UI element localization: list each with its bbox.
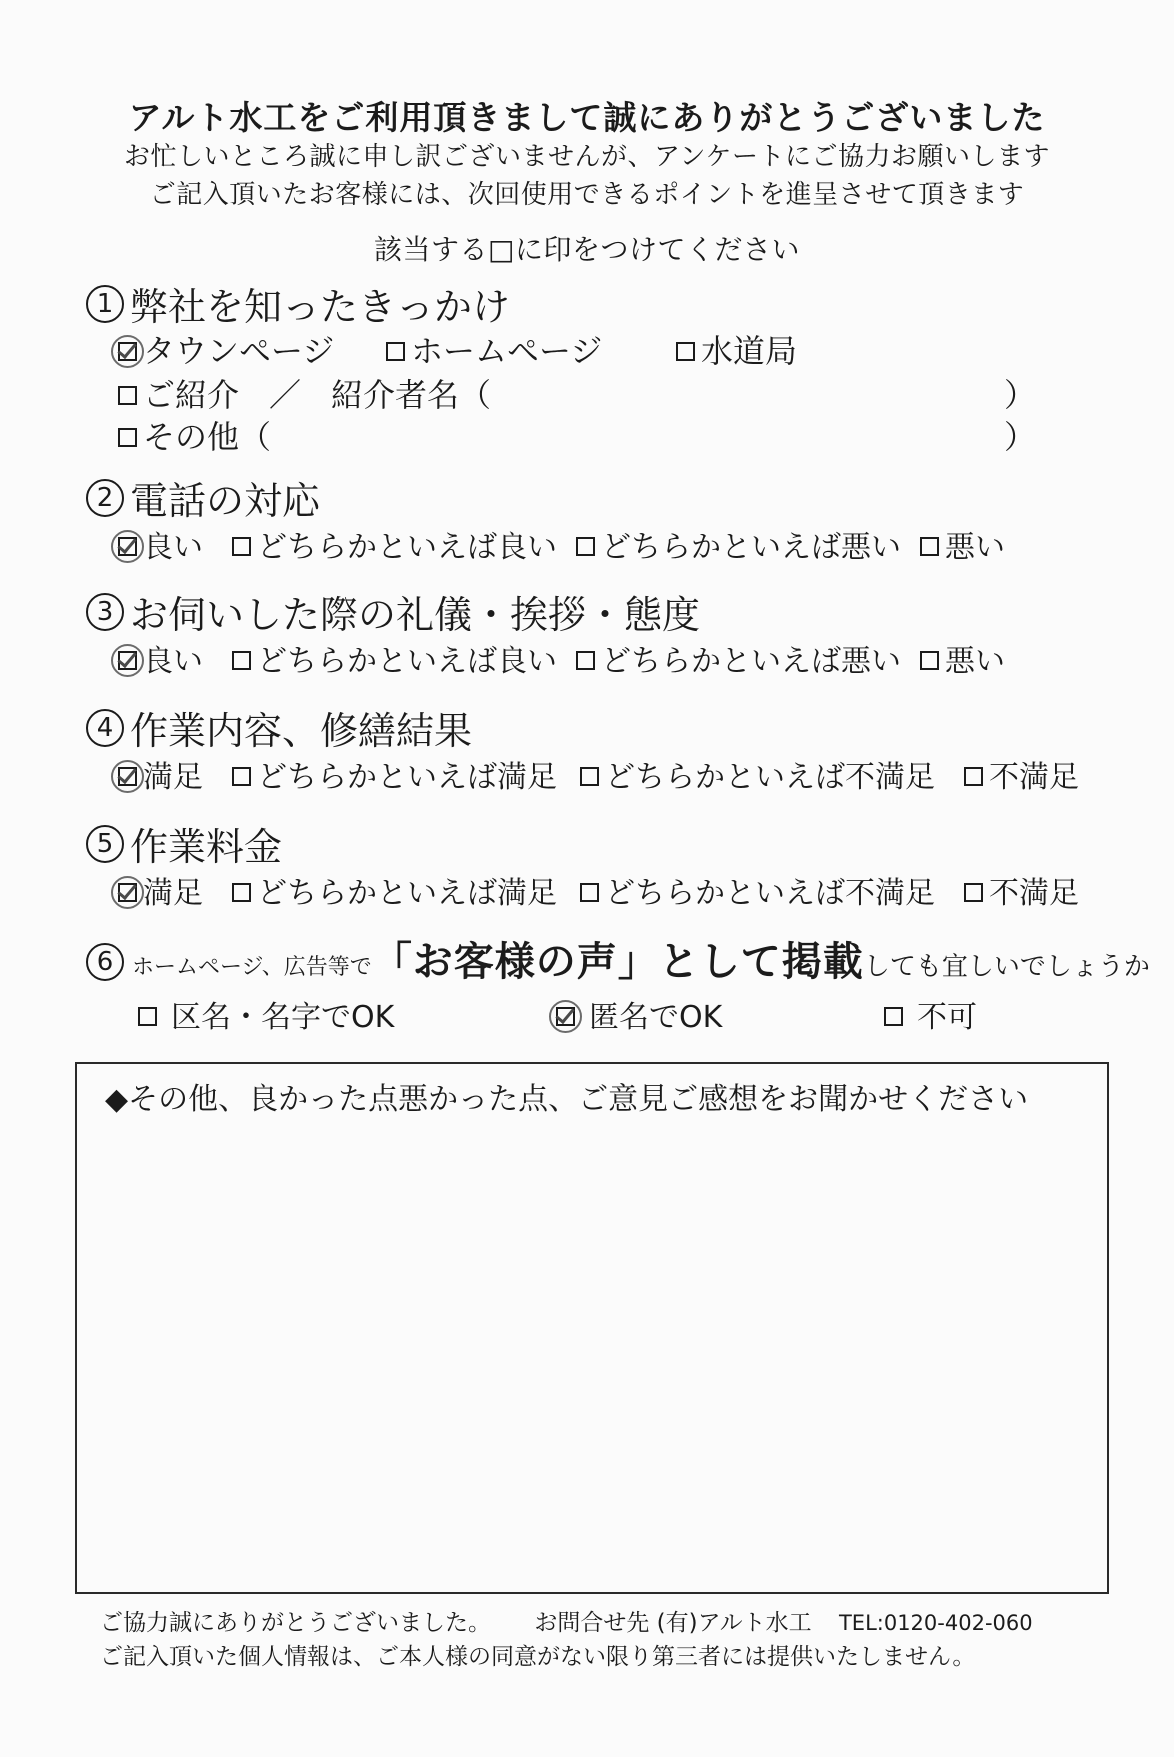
q1-option-waterworks[interactable] (676, 326, 797, 372)
q2-title (86, 470, 320, 525)
q1-other-label: その他（ (143, 418, 272, 456)
q4-checkbox[interactable] (118, 767, 137, 786)
q1-referrer-label: 紹介者名（ (331, 376, 492, 414)
q5-title (86, 816, 282, 871)
q2-option-label: 悪い (945, 530, 1005, 565)
q2-option-label: 良い (143, 530, 203, 565)
comments-label: ◆その他、良かった点悪かった点、ご意見ご感想をお聞かせください (105, 1082, 1029, 1117)
q5-title-text: 作業料金 (130, 825, 283, 869)
footer-contact-line (100, 1604, 1033, 1637)
q4-title-text: 作業内容、修繕結果 (130, 709, 473, 753)
q4-option[interactable] (232, 752, 580, 796)
q4-options (118, 752, 1079, 796)
q3-checkbox[interactable] (232, 651, 251, 670)
q6-checkbox[interactable] (138, 1007, 157, 1026)
q6-option-anonymous[interactable] (556, 992, 884, 1036)
q3-checkbox[interactable] (118, 651, 137, 670)
q4-checkbox[interactable] (232, 767, 251, 786)
q2-option[interactable] (118, 522, 232, 566)
q6-option-not-allowed[interactable] (884, 992, 977, 1036)
footer-contact: お問合せ先 (有)アルト水工 (534, 1610, 812, 1636)
q1-number: 1 (86, 285, 124, 323)
q2-checkbox[interactable] (576, 537, 595, 556)
q3-number: 3 (86, 593, 124, 631)
q3-option-label: 良い (143, 644, 203, 679)
q3-option[interactable] (232, 636, 576, 680)
q1-referral-label: ご紹介 (143, 376, 240, 414)
q4-option[interactable] (580, 752, 964, 796)
q1-checkbox-homepage[interactable] (386, 342, 405, 361)
q5-checkbox[interactable] (580, 883, 599, 902)
q3-option[interactable] (118, 636, 232, 680)
q1-options (118, 326, 797, 372)
q4-title (86, 700, 472, 755)
q1-option-townpage[interactable] (118, 326, 386, 372)
q4-checkbox[interactable] (580, 767, 599, 786)
q6-option-district-surname[interactable] (138, 992, 556, 1036)
q1-referrer-close: ） (1004, 376, 1037, 414)
q1-referral-separator: ／ (269, 376, 302, 414)
q6-checkbox[interactable] (884, 1007, 903, 1026)
q2-option[interactable] (232, 522, 576, 566)
q4-option-label: どちらかといえば満足 (257, 760, 557, 795)
q6-title-big: 「お客様の声」として掲載 (371, 939, 864, 985)
q1-title (86, 276, 510, 331)
q4-option[interactable] (964, 752, 1079, 796)
q3-option[interactable] (920, 636, 1005, 680)
q2-checkbox[interactable] (118, 537, 137, 556)
q1-checkbox-referral[interactable] (118, 386, 137, 405)
q5-number: 5 (86, 825, 124, 863)
q4-option[interactable] (118, 752, 232, 796)
q6-number: 6 (86, 943, 124, 981)
q1-referral-row (118, 370, 491, 416)
q3-checkbox[interactable] (920, 651, 939, 670)
q1-option-homepage[interactable] (386, 326, 676, 372)
q5-option-label: どちらかといえば満足 (257, 876, 557, 911)
q3-checkbox[interactable] (576, 651, 595, 670)
q3-option-label: どちらかといえば良い (257, 644, 557, 679)
q6-option-label: 不可 (917, 1000, 977, 1035)
q6-title-small: ホームページ、広告等で (132, 955, 372, 980)
q6-option-label: 匿名でOK (589, 1000, 723, 1035)
q2-option[interactable] (576, 522, 920, 566)
intro-points: ご記入頂いたお客様には、次回使用できるポイントを進呈させて頂きます (149, 180, 1025, 210)
comments-textarea[interactable] (75, 1062, 1109, 1594)
q2-checkbox[interactable] (920, 537, 939, 556)
q2-options (118, 522, 1005, 566)
q2-checkbox[interactable] (232, 537, 251, 556)
q4-option-label: 不満足 (989, 760, 1079, 795)
q2-number: 2 (86, 479, 124, 517)
q3-options (118, 636, 1005, 680)
footer-privacy: ご記入頂いた個人情報は、ご本人様の同意がない限り第三者には提供いたしません。 (100, 1644, 976, 1670)
q1-title-text: 弊社を知ったきっかけ (130, 285, 511, 329)
q1-option-label: ホームページ (411, 332, 603, 370)
q2-option-label: どちらかといえば悪い (601, 530, 901, 565)
q4-option-label: 満足 (143, 760, 203, 795)
q1-checkbox-other[interactable] (118, 428, 137, 447)
q5-option-label: 満足 (143, 876, 203, 911)
q5-option-label: 不満足 (989, 876, 1079, 911)
q4-number: 4 (86, 709, 124, 747)
q5-checkbox[interactable] (964, 883, 983, 902)
q3-title-text: お伺いした際の礼儀・挨拶・態度 (130, 593, 701, 637)
q5-checkbox[interactable] (118, 883, 137, 902)
q3-option[interactable] (576, 636, 920, 680)
q5-checkbox[interactable] (232, 883, 251, 902)
footer-thanks: ご協力誠にありがとうございました。 (100, 1610, 491, 1636)
q3-option-label: どちらかといえば悪い (601, 644, 901, 679)
q1-option-label: タウンページ (143, 332, 335, 370)
intro-request: お忙しいところ誠に申し訳ございませんが、アンケートにご協力お願いします (124, 142, 1050, 172)
q6-title (86, 930, 1150, 987)
q5-option[interactable] (580, 868, 964, 912)
q5-options (118, 868, 1079, 912)
q1-option-label: 水道局 (701, 332, 798, 370)
q2-title-text: 電話の対応 (130, 479, 321, 523)
q4-checkbox[interactable] (964, 767, 983, 786)
q6-option-label: 区名・名字でOK (171, 1000, 395, 1035)
q1-other-row (118, 412, 271, 458)
q3-title (86, 584, 700, 639)
footer-tel: TEL:0120-402-060 (838, 1611, 1033, 1635)
q4-option-label: どちらかといえば不満足 (605, 760, 935, 795)
q5-option[interactable] (964, 868, 1079, 912)
intro-title: アルト水工をご利用頂きまして誠にありがとうございました (128, 98, 1046, 137)
q5-option-label: どちらかといえば不満足 (605, 876, 935, 911)
q2-option-label: どちらかといえば良い (257, 530, 557, 565)
q3-option-label: 悪い (945, 644, 1005, 679)
q6-checkbox[interactable] (556, 1007, 575, 1026)
q6-options (138, 992, 977, 1036)
q2-option[interactable] (920, 522, 1005, 566)
q5-option[interactable] (118, 868, 232, 912)
instruction: 該当する□に印をつけてください (374, 233, 800, 266)
q1-checkbox-waterworks[interactable] (676, 342, 695, 361)
q6-title-end: しても宜しいでしょうか (863, 952, 1150, 982)
q5-option[interactable] (232, 868, 580, 912)
q1-other-close: ） (1004, 418, 1037, 456)
q1-checkbox-townpage[interactable] (118, 342, 137, 361)
